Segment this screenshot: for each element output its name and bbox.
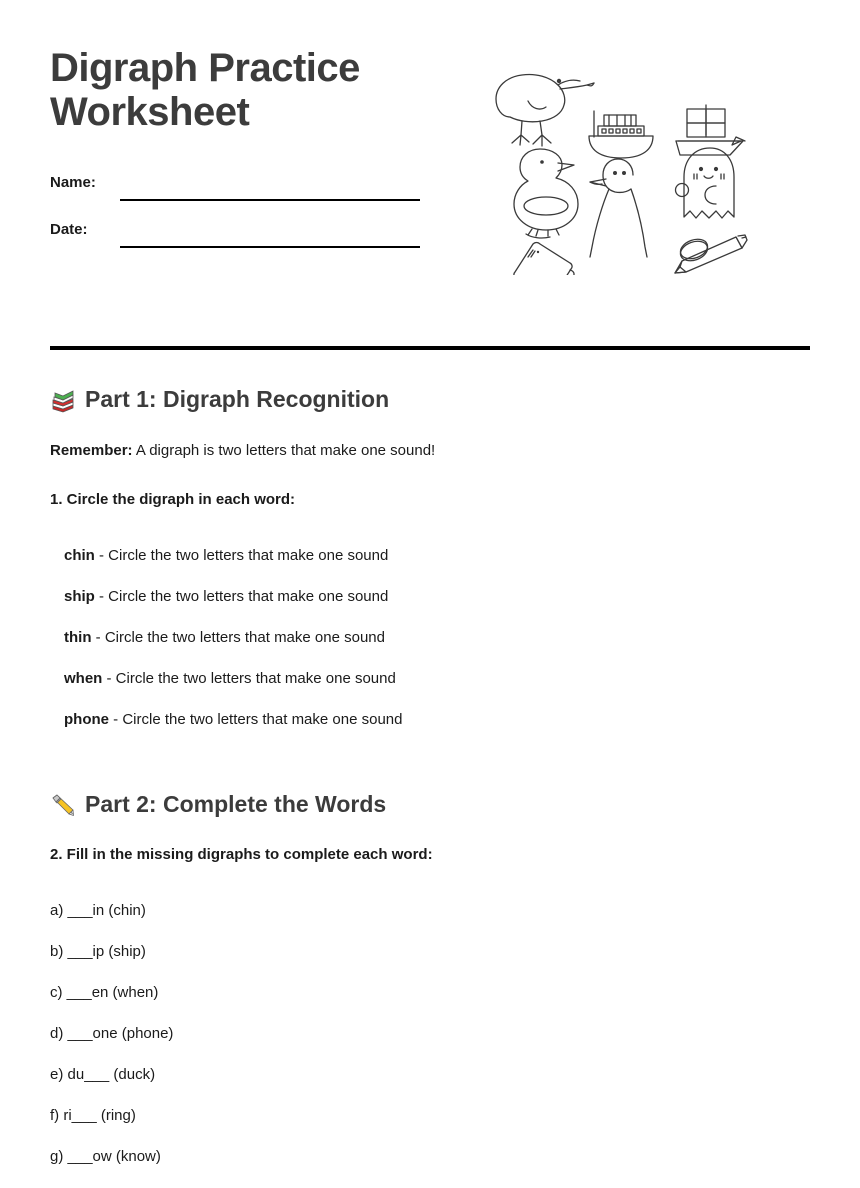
part1-remember	[50, 441, 810, 461]
date-field-row	[50, 211, 430, 258]
word-phone: phone	[64, 711, 109, 728]
kiwi-bird-icon	[496, 74, 594, 146]
books-emoji-icon	[50, 388, 76, 414]
pencil-emoji-icon	[50, 793, 76, 819]
word-when-instruction: - Circle the two letters that make one sound	[102, 670, 396, 687]
steam-ship-icon	[589, 111, 653, 158]
list-item[interactable]: a) ___in (chin)	[50, 902, 146, 919]
word-chin: chin	[64, 547, 95, 564]
word-ship-instruction: - Circle the two letters that make one sound	[94, 588, 389, 605]
pen-icon	[675, 235, 747, 273]
part1-heading-text: Part 1: Digraph Recognition	[85, 386, 390, 412]
remember-label: Remember:	[50, 442, 133, 459]
remember-text: A digraph is two letters that make one sound!	[132, 442, 436, 459]
part1-word-list	[50, 546, 810, 730]
rubber-duck-icon	[514, 149, 578, 238]
worksheet-illustration	[490, 45, 760, 275]
part1-section	[50, 386, 810, 751]
student-info-fields	[50, 164, 430, 258]
list-item[interactable]: e) du___ (duck)	[50, 1066, 156, 1083]
word-thin: thin	[64, 629, 92, 646]
list-item	[64, 669, 810, 689]
list-item	[64, 710, 810, 730]
ghost-icon	[676, 148, 735, 218]
section-divider	[50, 346, 810, 350]
page-title: Digraph Practice Worksheet	[50, 46, 360, 134]
list-item[interactable]: c) ___en (when)	[50, 984, 159, 1001]
word-ship: ship	[64, 588, 95, 605]
part1-heading	[50, 386, 810, 413]
goose-bird-icon	[590, 159, 647, 257]
name-field-row	[50, 164, 430, 211]
part2-heading-text: Part 2: Complete the Words	[85, 791, 387, 817]
word-phone-instruction: - Circle the two letters that make one sound	[109, 711, 403, 728]
word-thin-instruction: - Circle the two letters that make one sound	[91, 629, 385, 646]
part2-prompt: 2. Fill in the missing digraphs to complete each word:	[50, 846, 433, 863]
word-chin-instruction: - Circle the two letters that make one sound	[94, 547, 389, 564]
part1-prompt: 1. Circle the digraph in each word:	[50, 491, 296, 508]
smartphone-icon	[514, 243, 574, 276]
list-item[interactable]: f) ri___ (ring)	[50, 1107, 136, 1124]
list-item[interactable]: d) ___one (phone)	[50, 1025, 174, 1042]
date-field-label: Date:	[50, 221, 88, 238]
word-when: when	[64, 670, 103, 687]
list-item	[64, 546, 810, 566]
name-field-label: Name:	[50, 174, 96, 191]
part2-section	[50, 791, 810, 1188]
list-item[interactable]: g) ___ow (know)	[50, 1148, 161, 1165]
name-field-line[interactable]	[120, 199, 420, 201]
part2-fill-list	[50, 901, 810, 1167]
part2-heading	[50, 791, 810, 818]
date-field-line[interactable]	[120, 246, 420, 248]
list-item[interactable]: b) ___ip (ship)	[50, 943, 146, 960]
list-item	[64, 587, 810, 607]
list-item	[64, 628, 810, 648]
